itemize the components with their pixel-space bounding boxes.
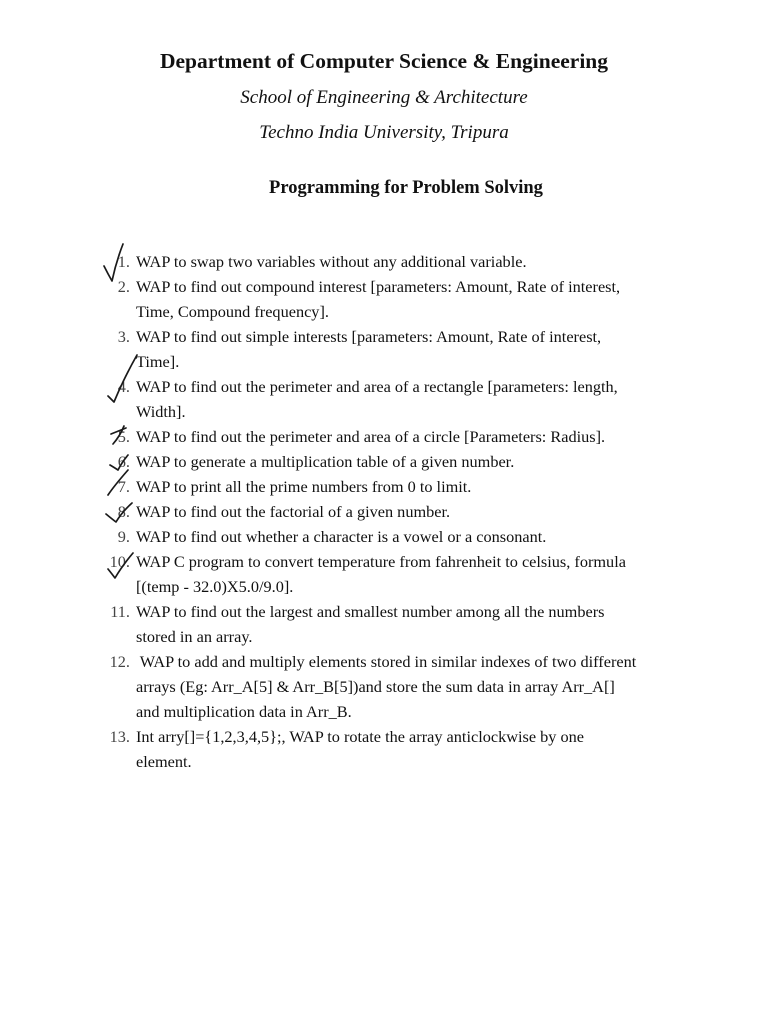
question-text	[136, 249, 696, 274]
question-text	[136, 649, 696, 724]
question-line: and multiplication data in Arr_B.	[136, 702, 352, 721]
question-number: 12.	[109, 652, 130, 671]
question-line: WAP to print all the prime numbers from 0 to limit.	[136, 477, 472, 496]
question-line: Time, Compound frequency].	[136, 302, 329, 321]
question-text	[136, 374, 696, 424]
question-text	[136, 724, 696, 774]
question-line: WAP to find out the perimeter and area of a circle [Parameters: Radius].	[136, 427, 606, 446]
question-number: 3.	[117, 327, 130, 346]
question-line: Int arry[]={1,2,3,4,5};, WAP to rotate the array anticlockwise by one	[136, 727, 584, 746]
question-number: 6.	[117, 452, 130, 471]
question-line: WAP to find out the factorial of a given number.	[136, 502, 451, 521]
question-number: 13.	[109, 727, 130, 746]
question-line: element.	[136, 752, 192, 771]
question-number: 7.	[117, 477, 130, 496]
question-line: WAP to find out the largest and smallest number among all the numbers	[136, 602, 605, 621]
question-text	[136, 599, 696, 649]
question-line: WAP to find out compound interest [parameters: Amount, Rate of interest,	[136, 277, 621, 296]
question-number: 2.	[117, 277, 130, 296]
question-line: WAP to find out simple interests [parameters: Amount, Rate of interest,	[136, 327, 602, 346]
question-text	[136, 524, 696, 549]
question-number: 4.	[117, 377, 130, 396]
question-text	[136, 449, 696, 474]
question-number: 11.	[110, 602, 130, 621]
question-line: Width].	[136, 402, 186, 421]
department-heading: Department of Computer Science & Engineering	[159, 49, 609, 73]
question-line: arrays (Eg: Arr_A[5] & Arr_B[5])and store the sum data in array Arr_A[]	[136, 677, 615, 696]
school-subheading: School of Engineering & Architecture	[240, 87, 528, 108]
question-text	[136, 474, 696, 499]
question-line: [(temp - 32.0)X5.0/9.0].	[136, 577, 294, 596]
question-line: WAP to find out the perimeter and area of a rectangle [parameters: length,	[136, 377, 618, 396]
question-text	[136, 324, 696, 374]
question-text	[136, 274, 696, 324]
question-line: WAP to swap two variables without any additional variable.	[136, 252, 527, 271]
question-number: 10.	[109, 552, 130, 571]
university-subheading: Techno India University, Tripura	[259, 122, 509, 143]
question-text	[136, 549, 696, 599]
question-number: 9.	[117, 527, 130, 546]
course-title: Programming for Problem Solving	[269, 178, 543, 198]
question-number: 1.	[117, 252, 130, 271]
question-line: WAP to generate a multiplication table of a given number.	[136, 452, 515, 471]
question-number: 5.	[117, 427, 130, 446]
question-line: WAP to add and multiply elements stored in similar indexes of two different	[136, 652, 637, 671]
question-line: stored in an array.	[136, 627, 253, 646]
question-text	[136, 499, 696, 524]
question-number: 8.	[117, 502, 130, 521]
question-text	[136, 424, 696, 449]
question-line: WAP to find out whether a character is a vowel or a consonant.	[136, 527, 547, 546]
question-line: WAP C program to convert temperature from fahrenheit to celsius, formula	[136, 552, 626, 571]
question-line: Time].	[136, 352, 180, 371]
